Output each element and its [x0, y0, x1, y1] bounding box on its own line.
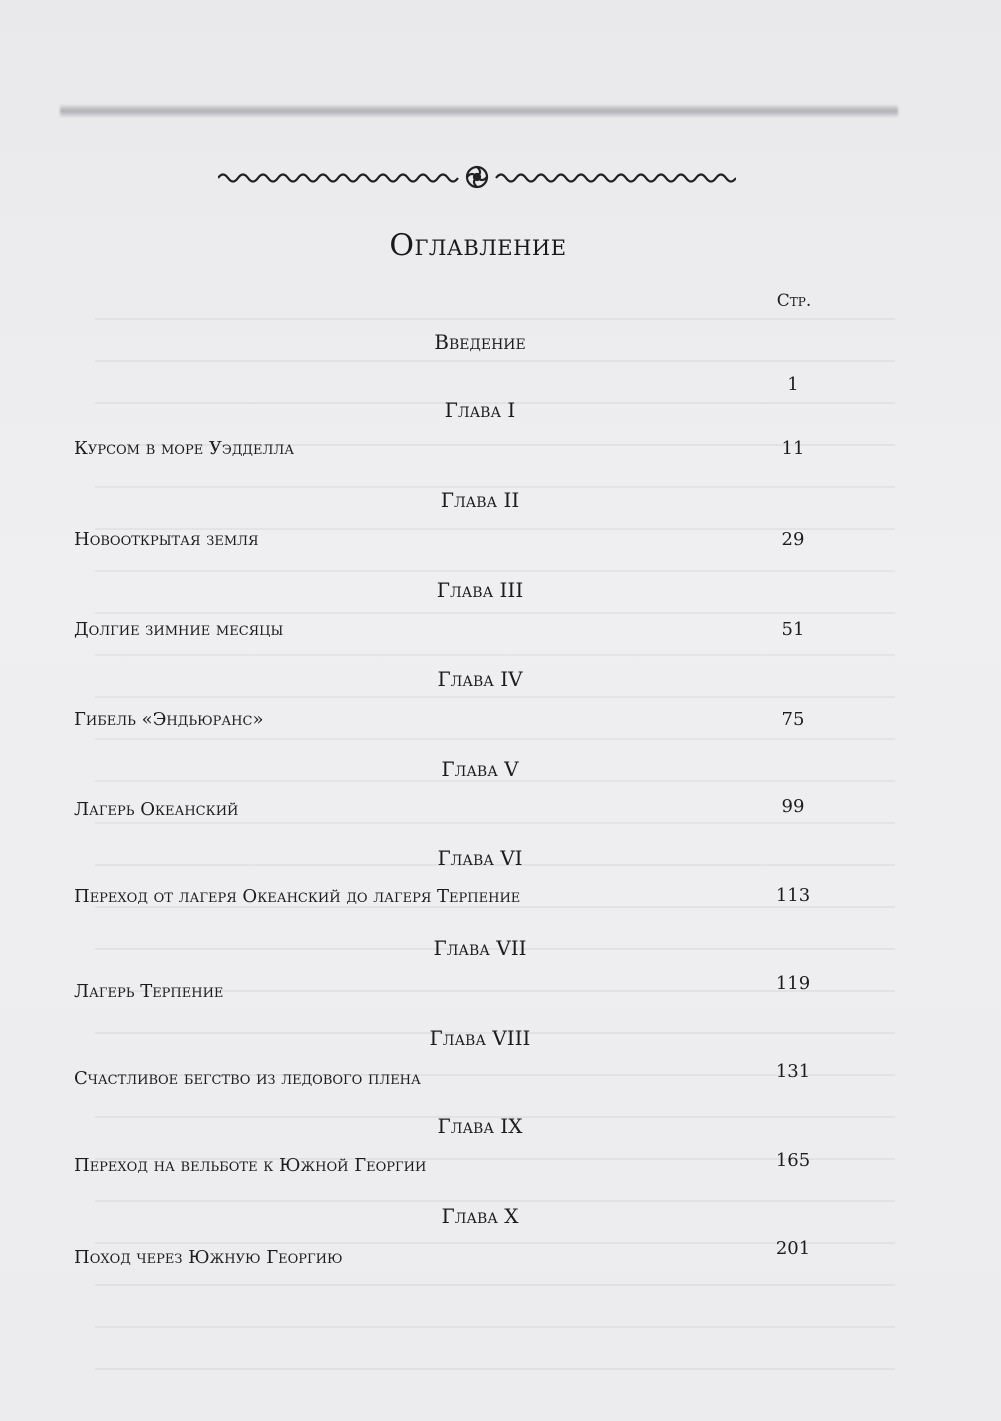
header-rule: [60, 104, 898, 118]
chapter-heading: Глава VIII: [429, 1026, 531, 1050]
entry-title: Лагерь Океанский: [74, 799, 239, 820]
chapter-heading: Глава II: [440, 488, 520, 512]
entry-page-number: 165: [775, 1150, 811, 1171]
chapter-heading: Глава IX: [437, 1114, 523, 1138]
entry-page-number: 113: [775, 885, 811, 906]
entry-page-number: 75: [781, 709, 805, 730]
entry-page-number: 99: [781, 796, 805, 817]
entry-page-number: 131: [775, 1061, 811, 1082]
entry-title: Переход на вельботе к Южной Георгии: [74, 1155, 427, 1176]
ornament-divider-icon: [218, 162, 736, 192]
chapter-heading: Глава VII: [433, 936, 527, 960]
chapter-heading: Глава I: [444, 398, 516, 422]
entry-page-number: 11: [781, 438, 805, 459]
entry-title: Лагерь Терпение: [74, 981, 224, 1002]
entry-page-number: 1: [787, 374, 799, 395]
page-title: Оглавление: [389, 228, 567, 263]
chapter-heading: Введение: [434, 330, 526, 354]
entry-page-number: 119: [775, 973, 811, 994]
entry-page-number: 51: [781, 619, 805, 640]
chapter-heading: Глава VI: [437, 846, 523, 870]
entry-title: Гибель «Эндьюранс»: [74, 709, 264, 730]
entry-title: Счастливое бегство из ледового плена: [74, 1068, 421, 1089]
entry-title: Переход от лагеря Океанский до лагеря Терпение: [74, 886, 521, 907]
chapter-heading: Глава III: [436, 578, 524, 602]
chapter-heading: Глава IV: [437, 667, 523, 691]
chapter-heading: Глава V: [441, 757, 519, 781]
entry-page-number: 201: [775, 1238, 811, 1259]
entry-title: Долгие зимние месяцы: [74, 619, 284, 640]
chapter-heading: Глава X: [441, 1204, 519, 1228]
entry-title: Новооткрытая земля: [74, 529, 259, 550]
page-column-label: Стр.: [776, 291, 812, 311]
entry-title: Поход через Южную Георгию: [74, 1247, 343, 1268]
entry-title: Курсом в море Уэдделла: [74, 438, 295, 459]
entry-page-number: 29: [781, 529, 805, 550]
